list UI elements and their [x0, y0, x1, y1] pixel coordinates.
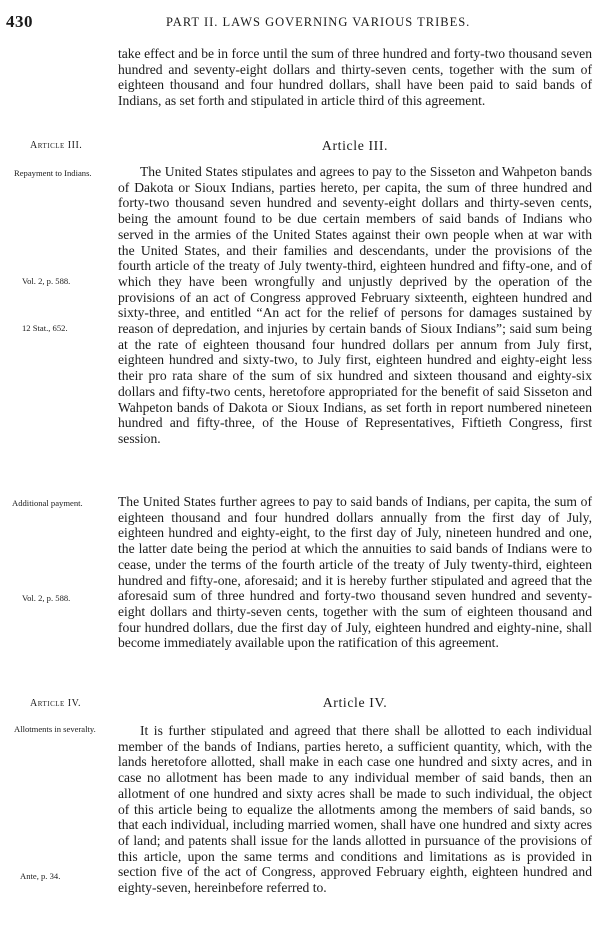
margin-note-additional-payment: Additional payment.	[12, 498, 83, 508]
margin-article-3: Article III.	[30, 140, 83, 151]
article-3-paragraph-1: The United States stipulates and agrees to pay to the Sisseton and Wahpeton bands of Dakota or Sioux Indians, parties hereto, per capita, the sum of three hundred and forty-two thousand seven hundred and seventy-eight dollars and thirty-seven cents, being the amount found to be due certain members of said bands of Indians who served in the armies of the United States against their own people when at war with the United States, and their families and descendants, under the provisions of the fourth article of the treaty of July twenty-third, eighteen hundred and fifty-one, and of which they have been wrongfully and unjustly deprived by the operation of the provisions of an act of Congress approved February sixteenth, eighteen hundred and sixty-three, and entitled “An act for the relief of persons for damages sustained by reason of depredation, and injuries by certain bands of Sioux Indians”; said sum being at the rate of eighteen thousand four hundred dollars per annum from July first, eighteen hundred and sixty-two, to July first, eighteen hundred and eighty-eight less their pro rata share of the sum of six hundred and sixteen thousand and eighty-six dollars and fifty-two cents, heretofore appropriated for the benefit of said Sisseton and Wahpeton bands of Dakota or Sioux Indians, as set forth in report numbered nineteen hundred and fifty-three, of the House of Representatives, Fiftieth Congress, first session.	[118, 164, 592, 446]
margin-note-stat12: 12 Stat., 652.	[22, 323, 68, 333]
article-3-heading: Article III.	[321, 138, 389, 153]
margin-article-4: Article IV.	[30, 698, 82, 709]
page-header	[6, 12, 592, 32]
article-3-paragraph-2: The United States further agrees to pay to said bands of Indians, per capita, the sum of eighteen thousand and four hundred dollars annually from the first day of July, eighteen hundred and eighty-eight, to the first day of July, nineteen hundred and one, the latter date being the period at which the annuities to said bands of Indians were to cease, under the terms of the fourth article of the treaty of July twenty-third, eighteen hundred and fifty-one, aforesaid; and it is hereby further stipulated and agreed that the aforesaid sum of three hundred and forty-two thousand seven hundred and seventy-eight dollars and thirty-seven cents, together with the sum of eighteen thousand and four hundred dollars, due the first day of July, eighteen hundred and eighty-nine, shall become immediately available upon the ratification of this agreement.	[118, 494, 592, 651]
page-number: 430	[6, 12, 33, 31]
article-4-heading: Article IV.	[322, 695, 388, 710]
margin-note-allotments: Allotments in severalty.	[14, 724, 96, 734]
article-4-paragraph-1: It is further stipulated and agreed that there shall be allotted to each individual member of the bands of Indians, parties hereto, a sufficient quantity, which, with the lands heretofore allotted, shall make in each case one hundred and sixty acres, and in case no allotment has been made to any individual member of said bands, then an allotment of one hundred and sixty acres shall be made to such individual, the object of this article being to equalize the allotments among the members of said bands, so that each individual, including married women, shall have one hundred and sixty acres of land; and patents shall issue for the lands allotted in pursuance of the provisions of this article, upon the same terms and conditions and limitations as is provided in section five of the act of Congress, approved February eighth, eighteen hundred and eighty-seven, hereinbefore referred to.	[118, 723, 592, 896]
running-head: PART II. LAWS GOVERNING VARIOUS TRIBES.	[166, 15, 471, 29]
margin-note-ante: Ante, p. 34.	[20, 871, 61, 881]
intro-paragraph: take effect and be in force until the sum of three hundred and forty-two thousand seven hundred and seventy-eight dollars and thirty-seven cents, together with the sum of eighteen thousand and four hundred dollars, shall have been paid to said bands of Indians, as set forth and stipulated in article third of this agreement.	[118, 46, 592, 109]
margin-note-vol2-a: Vol. 2, p. 588.	[22, 276, 71, 286]
margin-note-repayment: Repayment to Indians.	[14, 168, 92, 178]
margin-note-vol2-b: Vol. 2, p. 588.	[22, 593, 71, 603]
